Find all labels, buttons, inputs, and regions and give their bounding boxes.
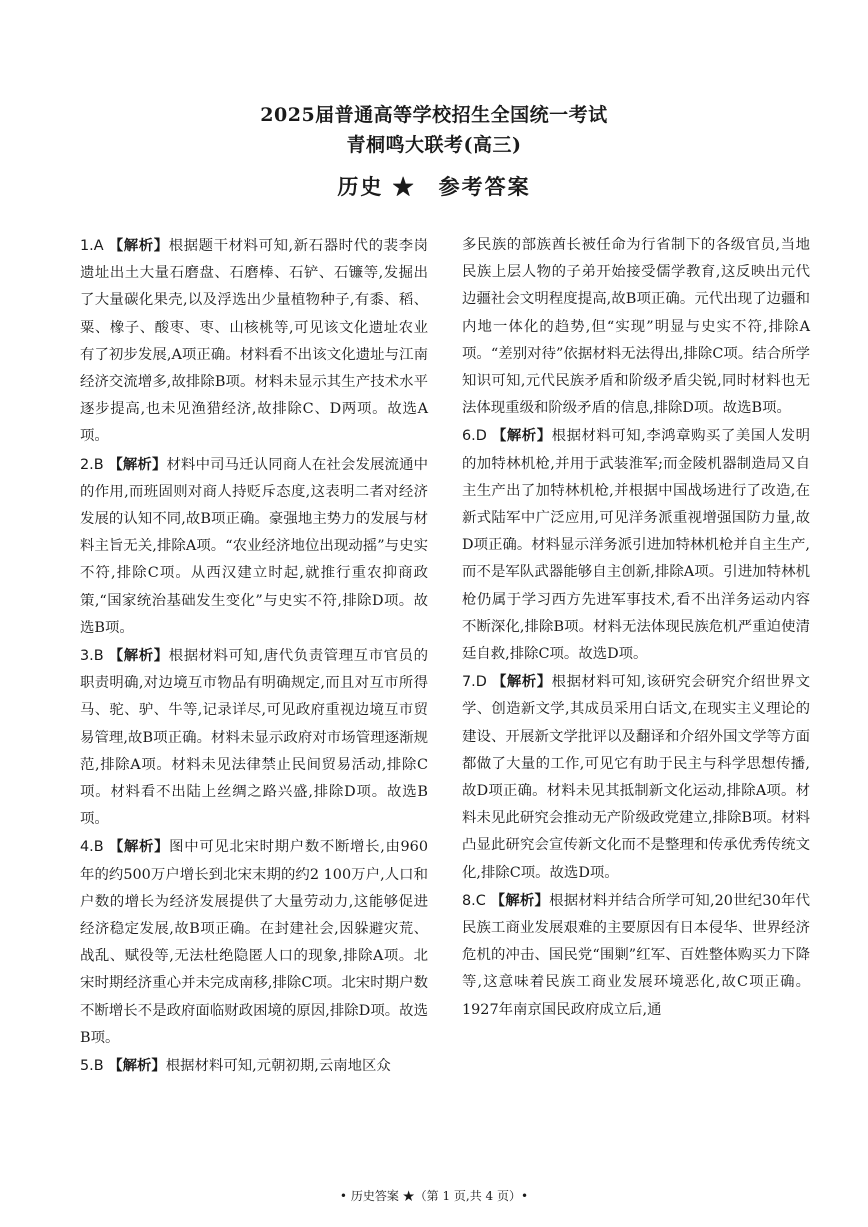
answer-text: 根据材料可知,唐代负责管理互市官员的职责明确,对边境互市物品有明确规定,而且对互市所得马、驼、驴、牛等,记录详尽,可见政府重视边境互市贸易管理,故B项正确。材料未显示政府对市场管理逐渐规范,排除A项。材料未见法律禁止民间贸易活动,排除C项。材料看不出陆上丝绸之路兴盛,排除D项。故选B项。 (80, 648, 428, 828)
exam-title: 2025届普通高等学校招生全国统一考试 (260, 104, 608, 126)
page-footer: • 历史答案 ★（第 1 页,共 4 页）• (339, 1189, 529, 1203)
right-column (462, 232, 810, 1024)
analysis-tag: 【解析】 (108, 647, 169, 665)
answer-item (462, 422, 810, 668)
answer-number: 5.B (80, 1058, 104, 1075)
answer-item (80, 451, 428, 642)
answer-text: 根据材料并结合所学可知,20世纪30年代民族工商业发展艰难的主要原因有日本侵华、世界经济危机的冲击、国民党“围剿”红军、百姓整体购买力下降等,这意味着民族工商业发展环境恶化,故C项正确。1927年南京国民政府成立后,通 (462, 892, 810, 1018)
analysis-tag: 【解析】 (108, 237, 169, 254)
answer-item (462, 887, 810, 1024)
answer-continuation: 多民族的部族酋长被任命为行省制下的各级官员,当地民族上层人物的子弟开始接受儒学教育,这反映出元代边疆社会文明程度提高,故B项正确。元代出现了边疆和内地一体化的趋势,但“实现”明显与史实不符,排除A项。“差别对待”依据材料无法得出,排除C项。结合所学知识可知,元代民族矛盾和阶级矛盾尖锐,同时材料也无法体现重级和阶级矛盾的信息,排除D项。故选B项。 (462, 237, 810, 417)
analysis-tag: 【解析】 (491, 427, 552, 445)
answer-columns (80, 232, 811, 1164)
answer-item (462, 668, 810, 887)
analysis-tag: 【解析】 (108, 838, 170, 856)
answer-number: 4.B (80, 839, 104, 856)
document-header (0, 100, 868, 204)
answer-item (80, 1052, 428, 1080)
answer-text: 图中可见北宋时期户数不断增长,由960年的约500万户增长到北宋末期的约2 100万户,人口和户数的增长为经济发展提供了大量劳动力,这能够促进经济稳定发展,故B项正确。在封建社会,因躲避灾荒、战乱、赋役等,无法杜绝隐匿人口的现象,排除A项。北宋时期经济重心并未完成南移,排除C项。北宋时期户数不断增长不是政府面临财政困境的原因,排除D项。故选B项。 (80, 839, 428, 1046)
answer-text: 根据材料可知,该研究会研究介绍世界文学、创造新文学,其成员采用白话文,在现实主义理论的建设、开展新文学批评以及翻译和介绍外国文学等方面都做了大量的工作,可见它有助于民主与科学思想传播,故D项正确。材料未见其抵制新文化运动,排除A项。材料未见此研究会推动无产阶级政党建立,排除B项。材料凸显此研究会宣传新文化而不是整理和传承优秀传统文化,排除C项。故选D项。 (462, 674, 811, 881)
analysis-tag: 【解析】 (108, 455, 167, 473)
answer-text: 根据材料可知,李鸿章购买了美国人发明的加特林机枪,并用于武装淮军;而金陵机器制造局又自主生产出了加特林机枪,并根据中国战场进行了改造,在新式陆军中广泛应用,可见洋务派重视增强国防力量,故D项正确。材料显示洋务派引进加特林机枪并自主生产,而不是军队武器能够自主创新,排除A项。引进加特林机枪仍属于学习西方先进军事技术,看不出洋务运动内容不断深化,排除B项。材料无法体现民族危机严重迫使清廷自救,排除C项。故选D项。 (462, 428, 811, 663)
left-column (80, 232, 428, 1080)
answer-item (80, 232, 428, 451)
answer-item (80, 833, 428, 1052)
answer-item (80, 642, 428, 833)
answer-number: 3.B (80, 648, 104, 665)
answer-number: 1.A (80, 238, 104, 254)
answer-number: 6.D (462, 428, 487, 445)
answer-text: 根据材料可知,元朝初期,云南地区众 (165, 1058, 391, 1075)
answer-number: 2.B (80, 456, 104, 473)
exam-subtitle: 青桐鸣大联考(高三) (346, 134, 522, 156)
subject-title: 历史 ★ 参考答案 (337, 174, 531, 199)
analysis-tag: 【解析】 (108, 1057, 166, 1075)
answer-text: 材料中司马迁认同商人在社会发展流通中的作用,而班固则对商人持贬斥态度,这表明二者对经济发展的认知不同,故B项正确。豪强地主势力的发展与材料主旨无关,排除A项。“农业经济地位出现动摇”与史实不符,排除C项。从西汉建立时起,就推行重农抑商政策,“国家统治基础发生变化”与史实不符,排除D项。故选B项。 (80, 456, 428, 636)
analysis-tag: 【解析】 (490, 891, 550, 909)
answer-text: 根据题干材料可知,新石器时代的裴李岗遗址出土大量石磨盘、石磨棒、石铲、石镰等,发掘出了大量碳化果壳,以及浮选出少量植物种子,有黍、稻、粟、橡子、酸枣、枣、山核桃等,可见该文化遗址农业有了初步发展,A项正确。材料看不出该文化遗址与江南经济交流增多,故排除B项。材料未显示其生产技术水平逐步提高,也未见渔猎经济,故排除C、D两项。故选A项。 (80, 238, 428, 445)
answer-number: 8.C (462, 892, 486, 909)
analysis-tag: 【解析】 (491, 673, 552, 691)
answer-number: 7.D (462, 674, 487, 691)
